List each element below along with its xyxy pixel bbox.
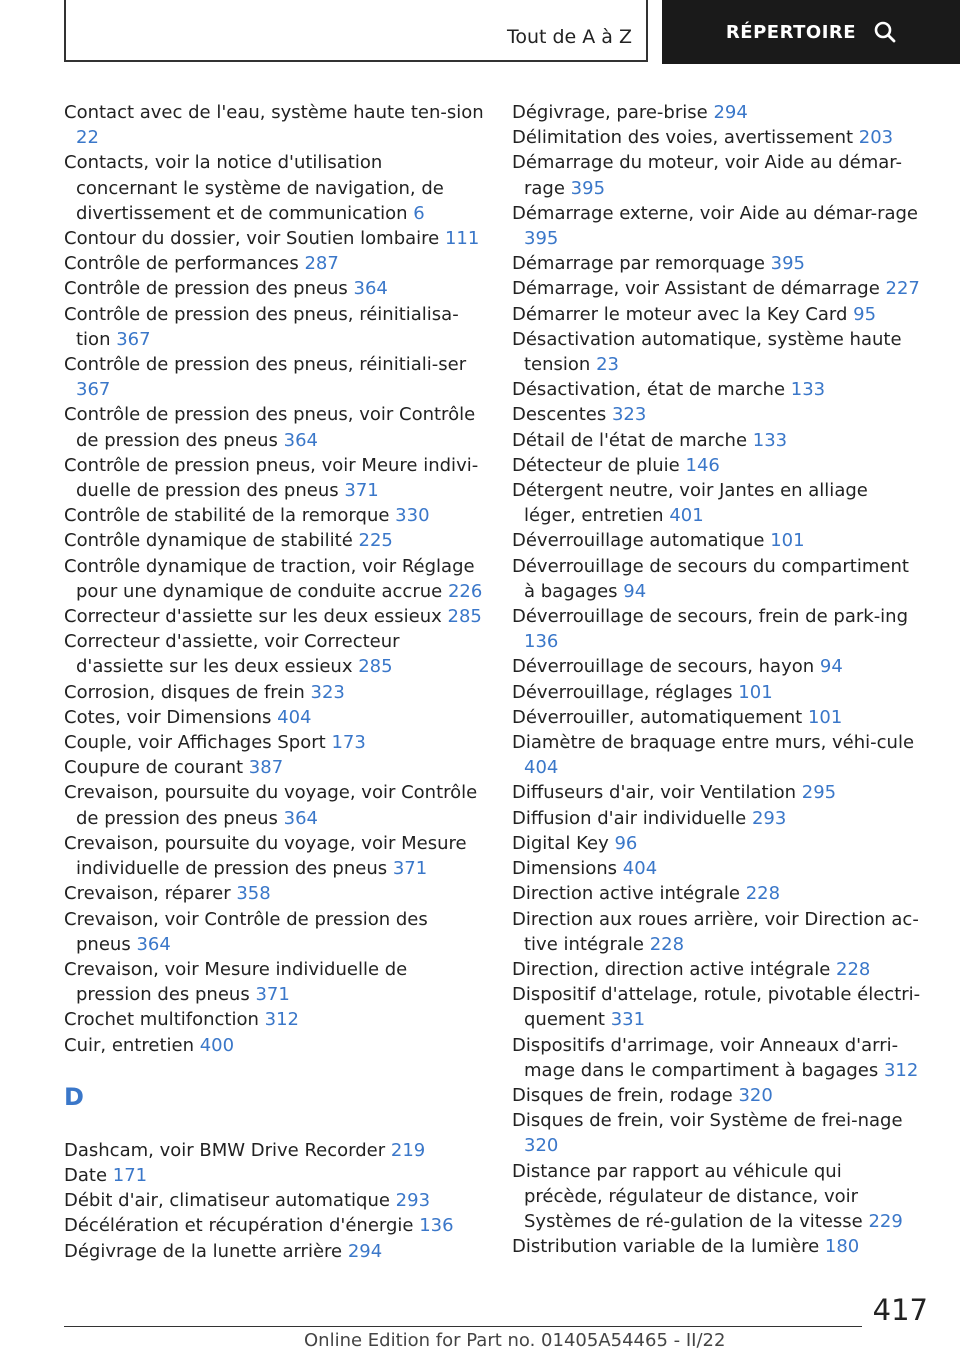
index-page-link[interactable]: 331 [610,1009,646,1031]
index-entry [512,327,922,377]
index-entry [64,831,484,881]
index-page-link[interactable]: 96 [614,832,638,854]
index-entry [64,730,484,755]
index-entry [512,806,922,831]
index-entry [64,881,484,906]
index-entry-text: Dimensions [512,858,618,880]
index-page-link[interactable]: 320 [524,1135,559,1157]
index-entry [64,352,484,402]
index-page-link[interactable]: 173 [331,732,366,754]
index-entry-text: Contrôle de stabilité de la remorque [64,505,390,527]
index-page-link[interactable]: 285 [358,656,393,678]
index-entry [512,150,922,200]
index-page-link[interactable]: 101 [738,681,773,703]
index-page-link[interactable]: 203 [858,127,894,149]
index-entry [64,629,484,679]
index-entry-text: Contrôle de pression des pneus, réinitiali-ser [64,354,467,376]
index-entry [64,1163,484,1188]
index-page-link[interactable]: 294 [347,1240,383,1262]
index-entry [64,226,484,251]
index-entry-text: Dashcam, voir BMW Drive Recorder [64,1139,386,1161]
index-page-link[interactable]: 23 [596,354,619,376]
index-entry-text: Déverrouillage de secours du compartiment à bagages [512,555,909,602]
index-page-link[interactable]: 133 [790,379,826,401]
index-page-link[interactable]: 287 [304,253,339,275]
footer-divider [64,1326,862,1327]
index-page-link[interactable]: 401 [669,505,704,527]
index-entry-text: Démarrage, voir Assistant de démarrage [512,278,880,300]
index-entry-text: Direction aux roues arrière, voir Direction ac-tive intégrale [512,908,919,955]
index-page-link[interactable]: 94 [819,656,843,678]
index-entry-text: Crevaison, réparer [64,883,231,905]
index-entry-text: Dégivrage, pare-brise [512,102,708,123]
index-entry [512,881,922,906]
index-page-link[interactable]: 226 [447,580,483,602]
index-entry-text: Déverrouillage, réglages [512,681,733,703]
index-entry [64,1033,484,1058]
index-entry-text: Déverrouiller, automatiquement [512,706,803,728]
index-entry [512,1083,922,1108]
index-entry-text: Détergent neutre, voir Jantes en alliage léger, entretien [512,480,868,527]
index-page-link[interactable]: 136 [419,1215,454,1237]
index-page-link[interactable]: 364 [283,429,319,451]
index-entry-text: Diffuseurs d'air, voir Ventilation [512,782,797,804]
index-page-link[interactable]: 312 [883,1059,919,1081]
index-page-link[interactable]: 146 [685,454,720,476]
index-entry [512,125,922,150]
index-entry-text: Décélération et récupération d'énergie [64,1215,414,1237]
index-entry [512,780,922,805]
header-tab-a2z[interactable] [64,0,648,62]
index-entry [512,1234,922,1259]
index-entry [512,100,922,125]
index-page-link[interactable]: 367 [116,328,151,350]
index-page-link[interactable]: 228 [836,958,871,980]
index-entry [512,654,922,679]
index-entry-text: Détail de l'état de marche [512,429,748,451]
index-page-link[interactable]: 320 [738,1084,773,1106]
index-entry [64,1239,484,1264]
index-page-link[interactable]: 101 [770,530,805,552]
index-page-link[interactable]: 358 [236,883,271,905]
index-entry [64,780,484,830]
index-entry-text: Distribution variable de la lumière [512,1236,820,1258]
index-list-c [64,100,484,1058]
index-page-link[interactable]: 312 [264,1009,299,1031]
index-entry-text: Détecteur de pluie [512,454,680,476]
index-entry-text: Crevaison, voir Contrôle de pression des pneus [64,908,428,955]
index-page-link[interactable]: 395 [570,177,606,199]
index-entry-text: Crevaison, poursuite du voyage, voir Contrôle de pression des pneus [64,782,478,829]
search-icon[interactable] [874,21,896,43]
index-entry-text: Contacts, voir la notice d'utilisation concernant le système de navigation, de divertissement et de communication [64,152,444,224]
index-entry [512,907,922,957]
index-entry [64,680,484,705]
index-page-link[interactable]: 225 [358,530,393,552]
index-entry-text: Désactivation automatique, système haute tension [512,328,902,376]
index-entry-text: Coupure de courant [64,757,244,779]
index-page-link[interactable]: 229 [868,1210,903,1232]
index-entry [512,957,922,982]
index-entry-text: Cotes, voir Dimensions [64,706,272,728]
index-page-link[interactable]: 22 [76,127,99,149]
section-letter: D [64,1082,84,1111]
index-page-link[interactable]: 171 [112,1164,148,1186]
index-entry-text: Débit d'air, climatiseur automatique [64,1190,390,1212]
index-entry-text: Contour du dossier, voir Soutien lombaire [64,228,440,250]
index-page-link[interactable]: 364 [283,807,319,829]
index-entry-text: Crevaison, poursuite du voyage, voir Mesure individuelle de pression des pneus [64,832,467,880]
index-entry-text: Contrôle de pression des pneus [64,278,348,300]
index-page-link[interactable]: 95 [853,303,877,325]
index-page-link[interactable]: 180 [824,1236,860,1258]
index-entry [512,604,922,654]
index-entry [64,100,484,150]
index-entry [512,554,922,604]
index-entry-text: Déverrouillage automatique [512,530,765,552]
index-page-link[interactable]: 293 [395,1190,431,1212]
page-number: 417 [872,1293,928,1327]
index-page-link[interactable]: 404 [622,858,658,880]
index-entry-text: Démarrage externe, voir Aide au démar-rage [512,202,919,224]
index-entry-text: Descentes [512,404,607,426]
index-entry [512,1108,922,1158]
index-entry [64,453,484,503]
index-entry-text: Contrôle de pression des pneus, réinitialisa-tion [64,303,459,350]
index-entry [64,251,484,276]
index-entry [512,478,922,528]
index-entry-text: Déverrouillage de secours, hayon [512,656,815,678]
index-entry [512,428,922,453]
index-entry-text: Contrôle de pression pneus, voir Meure indivi-duelle de pression des pneus [64,454,479,502]
index-entry [512,1033,922,1083]
index-list-d-continued [512,100,922,1259]
index-entry [64,604,484,629]
index-page-link[interactable]: 6 [413,202,425,224]
index-page-link[interactable]: 404 [524,757,559,779]
index-entry [512,831,922,856]
index-entry-text: Contrôle dynamique de traction, voir Réglage pour une dynamique de conduite accrue [64,555,475,602]
index-entry [64,503,484,528]
index-entry [512,302,922,327]
index-page-link[interactable]: 387 [248,757,284,779]
index-entry-text: Disques de frein, rodage [512,1084,733,1106]
index-entry-text: Démarrage du moteur, voir Aide au démar-rage [512,152,903,199]
index-entry [512,856,922,881]
index-entry-text: Direction, direction active intégrale [512,958,831,980]
index-page-link[interactable]: 285 [447,606,482,628]
index-entry [512,402,922,427]
index-entry-text: Distance par rapport au véhicule qui précède, régulateur de distance, voir Systèmes de ré-gulation de la vitesse [512,1160,863,1232]
index-page-link[interactable]: 228 [745,883,781,905]
index-entry [64,1007,484,1032]
index-entry-text: Diamètre de braquage entre murs, véhi-cule [512,732,915,754]
index-entry [64,755,484,780]
index-entry [64,1138,484,1163]
index-entry [64,1213,484,1238]
index-page-link[interactable]: 111 [444,228,480,250]
index-page-link[interactable]: 227 [885,278,920,300]
index-page-link[interactable]: 371 [255,984,290,1006]
index-entry-text: Crevaison, voir Mesure individuelle de pression des pneus [64,958,408,1006]
index-entry-text: Digital Key [512,832,609,854]
index-page-link[interactable]: 364 [353,278,388,300]
index-page-link[interactable]: 94 [623,580,647,602]
index-entry [512,705,922,730]
index-entry-text: Diffusion d'air individuelle [512,807,747,829]
index-page-link[interactable]: 395 [770,253,805,275]
header-tab-a2z-label: Tout de A à Z [506,26,632,48]
index-page-link[interactable]: 323 [310,681,345,703]
header-tab-repertoire-label: RÉPERTOIRE [725,21,857,43]
index-column-left [64,100,484,1264]
index-entry [512,982,922,1032]
index-entry-text: Délimitation des voies, avertissement [512,127,854,149]
index-page-link[interactable]: 133 [752,429,788,451]
index-entry-text: Correcteur d'assiette sur les deux essieux [64,606,442,628]
index-page-link[interactable]: 364 [136,933,171,955]
index-entry [64,528,484,553]
footer-edition: Online Edition for Part no. 01405A54465 - II/22 [304,1330,726,1351]
index-page-link[interactable]: 323 [611,404,647,426]
index-entry [512,377,922,402]
index-entry [512,730,922,780]
index-page-link[interactable]: 136 [524,631,559,653]
index-entry [512,251,922,276]
index-page-link[interactable]: 293 [751,807,787,829]
index-entry [512,276,922,301]
index-entry [64,402,484,452]
index-entry [64,276,484,301]
index-entry-text: Déverrouillage de secours, frein de park-ing [512,606,909,628]
index-entry [512,201,922,251]
index-page-link[interactable]: 294 [713,102,748,123]
index-entry [64,705,484,730]
index-entry-text: Dispositif d'attelage, rotule, pivotable électri-quement [512,984,921,1031]
index-entry-text: Direction active intégrale [512,883,740,905]
index-entry-text: Démarrage par remorquage [512,253,765,275]
index-page-link[interactable]: 395 [524,228,559,250]
index-entry-text: Correcteur d'assiette, voir Correcteur d'assiette sur les deux essieux [64,631,400,678]
index-entry-text: Contrôle de pression des pneus, voir Contrôle de pression des pneus [64,404,476,451]
index-entry-text: Disques de frein, voir Système de frei-nage [512,1110,903,1132]
index-list-d [64,1138,484,1264]
index-entry-text: Date [64,1164,108,1186]
index-entry [512,528,922,553]
index-entry-text: Cuir, entretien [64,1034,194,1056]
index-page-link[interactable]: 330 [395,505,430,527]
index-entry-text: Démarrer le moteur avec la Key Card [512,303,848,325]
index-entry-text: Désactivation, état de marche [512,379,786,401]
index-entry-text: Dégivrage de la lunette arrière [64,1240,343,1262]
index-column-right [512,100,922,1259]
index-entry [64,150,484,226]
index-entry [512,680,922,705]
index-entry-text: Contrôle de performances [64,253,299,275]
index-entry-text: Couple, voir Affichages Sport [64,732,326,754]
header-tab-repertoire[interactable] [662,0,960,64]
index-entry-text: Dispositifs d'arrimage, voir Anneaux d'arri-mage dans le compartiment à bagages [512,1034,899,1081]
index-entry [512,1159,922,1235]
index-page-link[interactable]: 400 [199,1034,235,1056]
index-page-link[interactable]: 219 [390,1139,426,1161]
index-entry-text: Crochet multifonction [64,1009,259,1031]
index-entry [64,957,484,1007]
index-entry [64,554,484,604]
index-page-link[interactable]: 371 [344,480,379,502]
index-entry-text: Corrosion, disques de frein [64,681,305,703]
index-entry [64,907,484,957]
index-page-link[interactable]: 367 [76,379,111,401]
index-page-link[interactable]: 101 [807,706,843,728]
index-entry-text: Contrôle dynamique de stabilité [64,530,353,552]
index-page-link[interactable]: 371 [392,858,428,880]
index-page-link[interactable]: 404 [277,706,312,728]
index-entry [512,453,922,478]
index-page-link[interactable]: 228 [649,933,685,955]
index-entry [64,1188,484,1213]
index-entry-text: Contact avec de l'eau, système haute ten-sion [64,102,484,123]
index-page-link[interactable]: 295 [801,782,837,804]
index-entry [64,302,484,352]
